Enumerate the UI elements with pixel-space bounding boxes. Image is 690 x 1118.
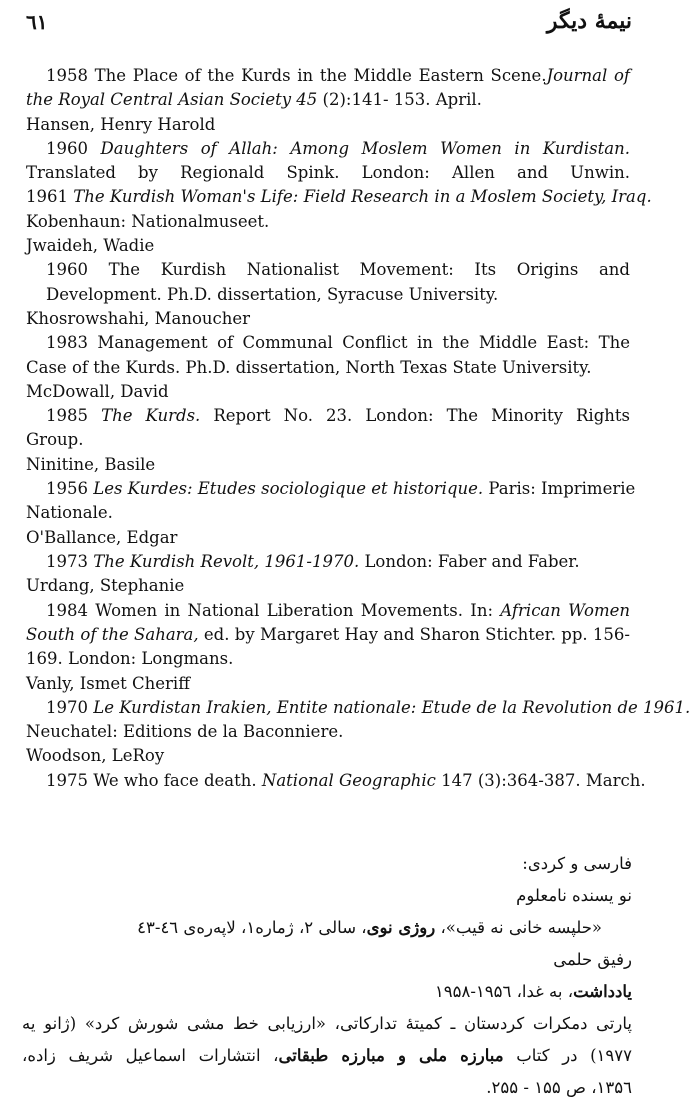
running-title: نیمهٔ دیگر bbox=[546, 8, 632, 34]
author-name: McDowall, David bbox=[26, 381, 169, 401]
reference-line: Group. bbox=[26, 430, 84, 450]
reference-line: 1960 Daughters of Allah: Among Moslem Women in Kurdistan. bbox=[46, 138, 630, 158]
author-name: Hansen, Henry Harold bbox=[26, 114, 216, 134]
reference-entry bbox=[26, 404, 630, 453]
author-name: Khosrowshahi, Manoucher bbox=[26, 309, 251, 328]
persian-entry-2: یادداشت، به غدا، ۱۹۵٦-۱۹۵۸ bbox=[434, 982, 632, 1001]
reference-line: 1983 Management of Communal Conflict in the Middle East: The bbox=[46, 333, 630, 353]
reference-line: 1958 The Place of the Kurds in the Middle Eastern Scene.Journal of bbox=[46, 66, 630, 85]
reference-entry bbox=[26, 137, 652, 234]
author-name: Vanly, Ismet Cheriff bbox=[26, 673, 190, 693]
reference-line: Development. Ph.D. dissertation, Syracuse University. bbox=[46, 284, 499, 304]
reference-line: 169. London: Longmans. bbox=[26, 649, 234, 669]
reference-line: 1960 The Kurdish Nationalist Movement: Its Origins and bbox=[46, 260, 630, 280]
reference-entry bbox=[26, 769, 646, 793]
reference-line: South of the Sahara, ed. by Margaret Hay and Sharon Stichter. pp. 156- bbox=[26, 624, 630, 644]
reference-line: 1985 The Kurds. Report No. 23. London: The Minority Rights bbox=[46, 406, 630, 426]
reference-line: 1970 Le Kurdistan Irakien, Entite nationale: Etude de la Revolution de 1961. bbox=[46, 697, 690, 717]
author-name: O'Ballance, Edgar bbox=[26, 527, 178, 547]
reference-line: Neuchatel: Editions de la Baconniere. bbox=[26, 722, 344, 742]
persian-author-1: نو یسنده نامعلوم bbox=[516, 886, 632, 905]
author-name: Urdang, Stephanie bbox=[26, 576, 185, 596]
author-name: Ninitine, Basile bbox=[26, 454, 156, 474]
reference-line: 1975 We who face death. National Geographic 147 (3):364-387. March. bbox=[46, 770, 646, 790]
reference-line: 1973 The Kurdish Revolt, 1961-1970. London: Faber and Faber. bbox=[46, 552, 580, 571]
reference-entry bbox=[26, 550, 630, 574]
reference-line: the Royal Central Asian Society 45 (2):141- 153. April. bbox=[26, 90, 482, 110]
reference-line: Kobenhaun: Nationalmuseet. bbox=[26, 211, 270, 231]
reference-line: 1956 Les Kurdes: Etudes sociologique et historique. Paris: Imprimerie bbox=[46, 479, 636, 499]
reference-line: Translated by Regionald Spink. London: Allen and Unwin. bbox=[26, 163, 630, 183]
persian-heading: فارسی و کردی: bbox=[522, 854, 632, 873]
reference-line: 1961 The Kurdish Woman's Life: Field Research in a Moslem Society, Iraq. bbox=[26, 187, 652, 207]
author-name: Woodson, LeRoy bbox=[26, 746, 165, 766]
reference-entry bbox=[26, 599, 630, 672]
reference-entry bbox=[26, 258, 630, 307]
reference-entry bbox=[26, 696, 690, 745]
persian-entry-1: «حلپسه خانی نه قیب»، روژی نوی، سالی ۲، ژماره۱، لاپه‌ره‌ی ٤٦-٤٣ bbox=[137, 918, 602, 937]
persian-entry-3-line-1: پارتی دمکرات کردستان ـ کمیتهٔ تدارکاتی، «ارزیابی خط مشی شورش کرد» (ژانو یه bbox=[22, 1014, 632, 1033]
reference-entry bbox=[26, 64, 630, 113]
persian-entry-3-line-2: ۱۹۷۷) در کتاب مبارزه ملی و مبارزه طبقاتی، انتشارات اسماعیل شریف زاده، bbox=[22, 1046, 632, 1065]
bibliography-persian bbox=[22, 848, 632, 1104]
persian-entry-3-line-3: ۱۳۵٦، ص ۱۵۵ - ۲۵۵. bbox=[486, 1078, 632, 1097]
reference-entry bbox=[26, 477, 636, 526]
author-name: Jwaideh, Wadie bbox=[26, 236, 155, 256]
reference-line: Case of the Kurds. Ph.D. dissertation, North Texas State University. bbox=[26, 357, 592, 377]
persian-author-2: رفیق حلمی bbox=[553, 950, 632, 969]
reference-line: Nationale. bbox=[26, 503, 113, 523]
reference-line: 1984 Women in National Liberation Movements. In: African Women bbox=[46, 600, 630, 620]
page-number: ٦١ bbox=[26, 10, 48, 34]
reference-entry bbox=[26, 331, 630, 380]
